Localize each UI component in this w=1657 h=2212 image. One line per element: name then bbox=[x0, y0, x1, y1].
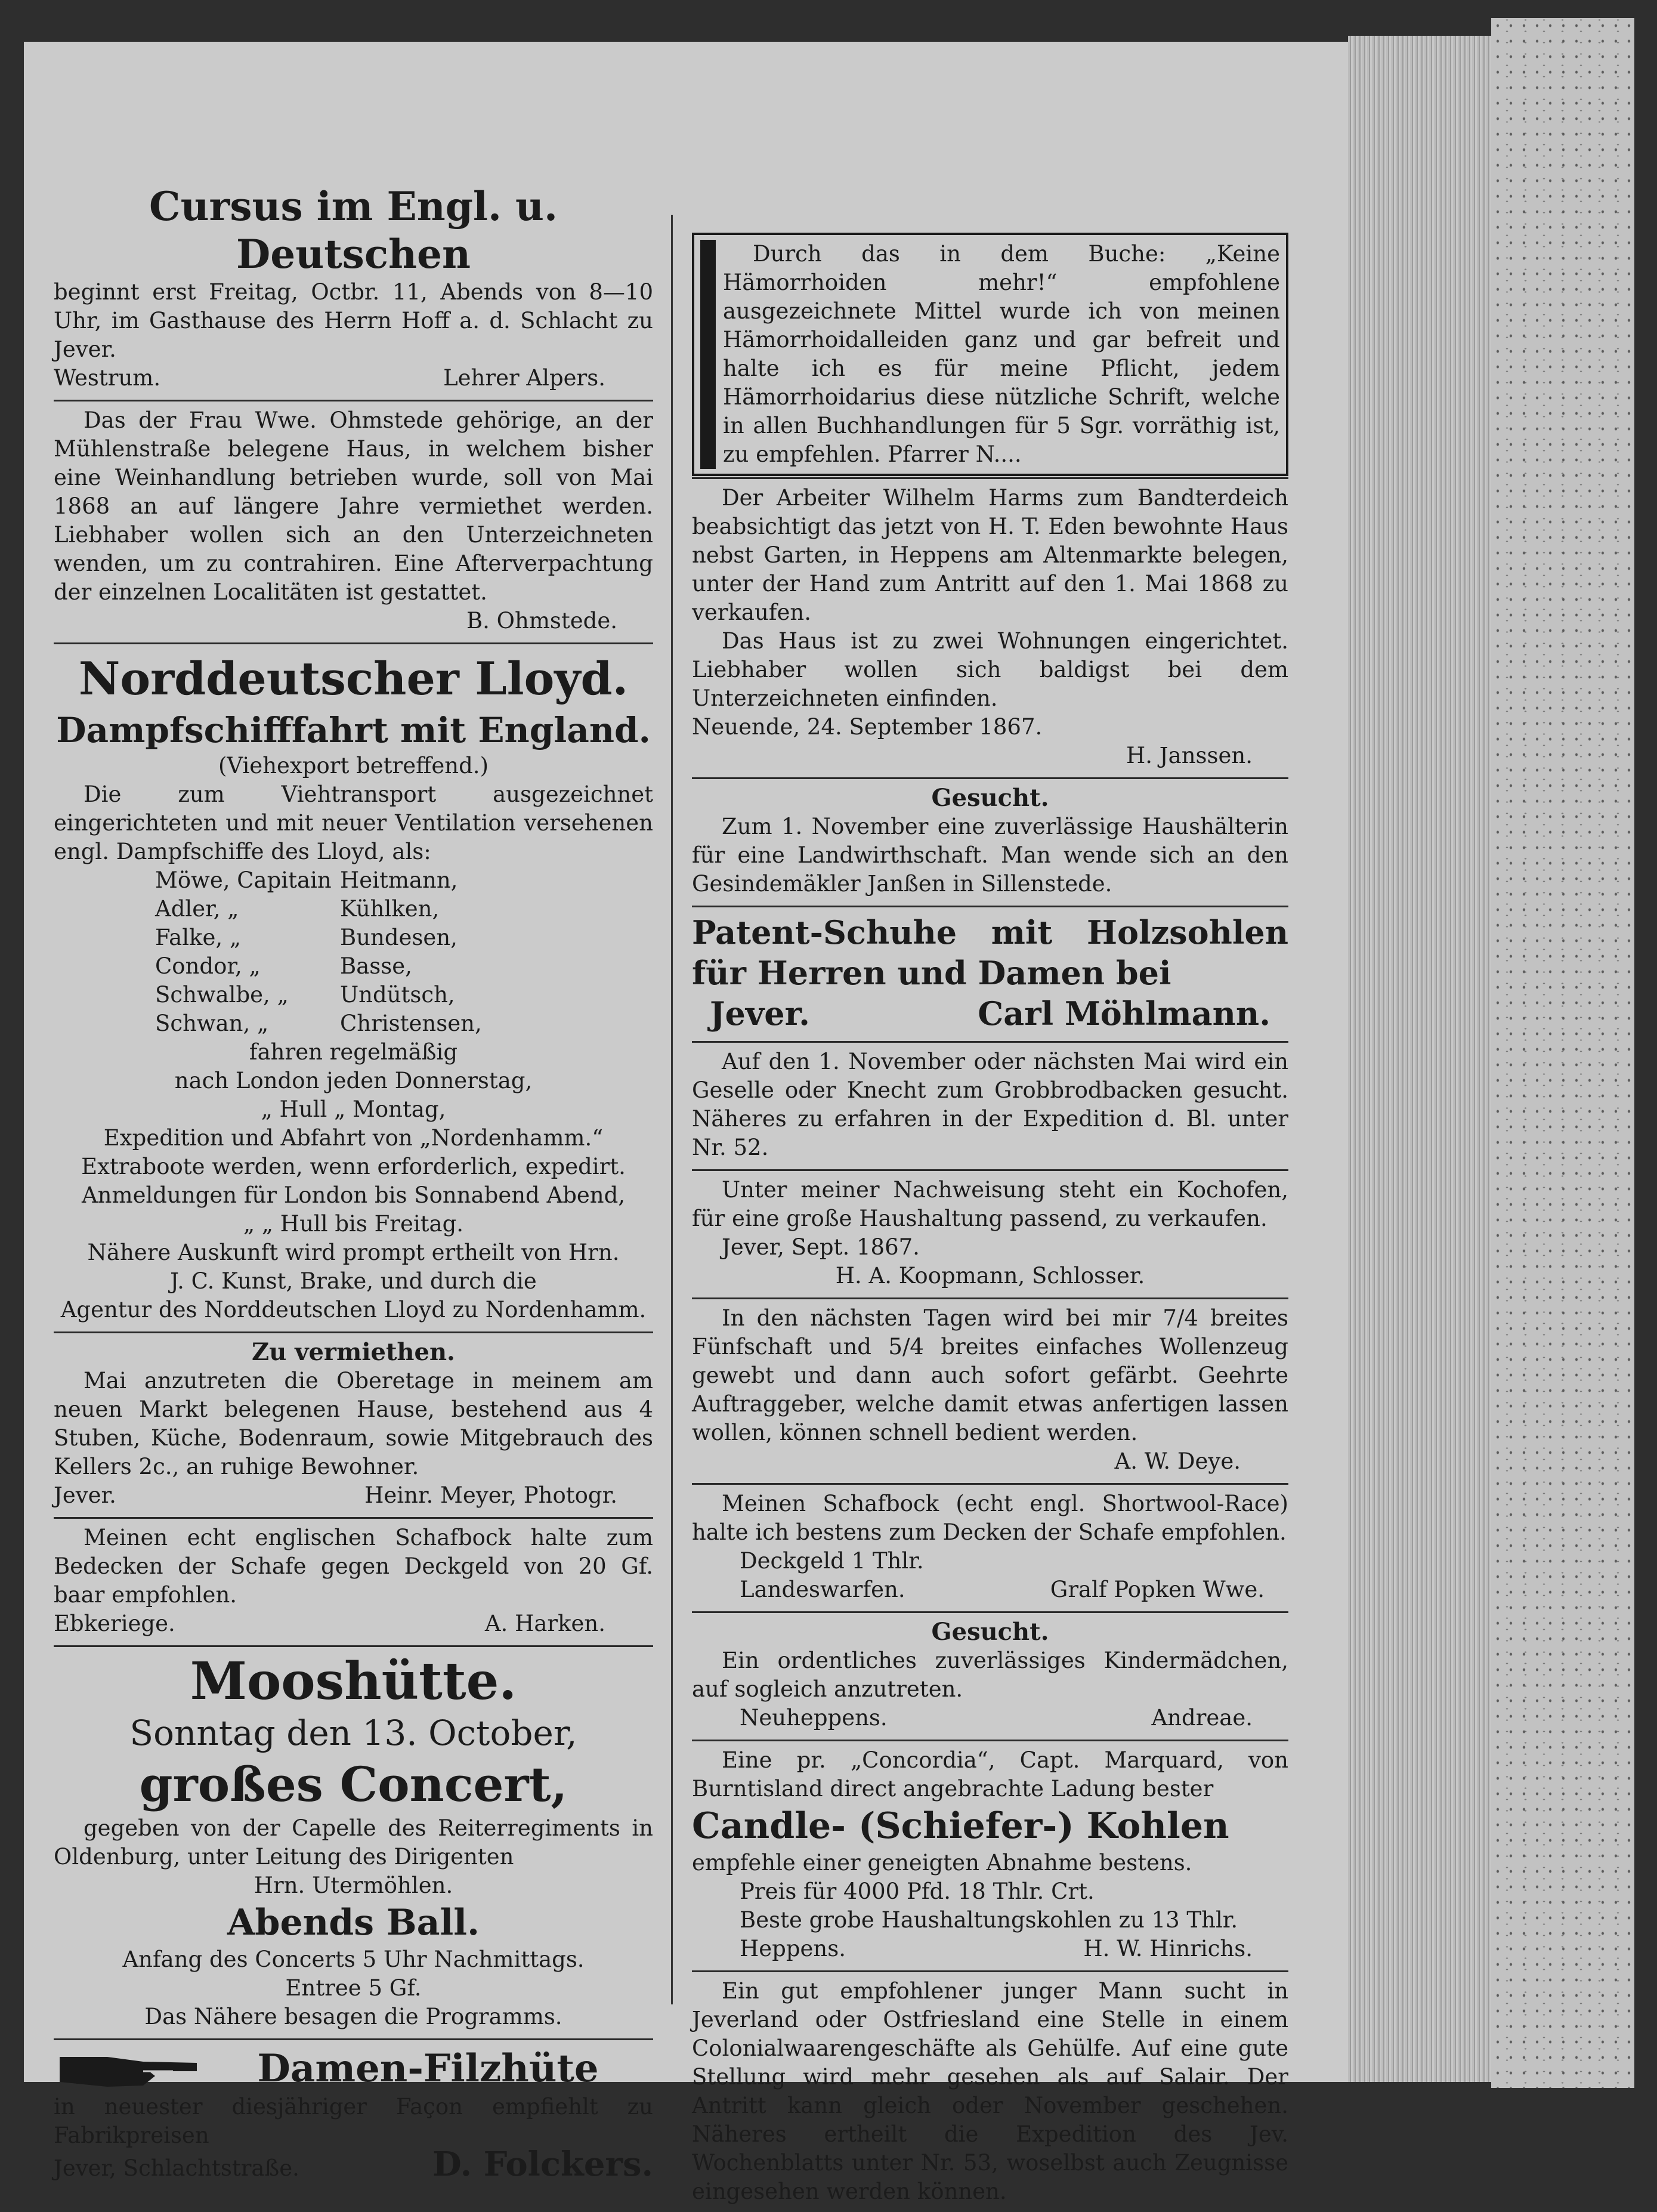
ad-harms bbox=[692, 480, 1288, 776]
kohlen-signer: H. W. Hinrichs. bbox=[1083, 1936, 1253, 1961]
lloyd-line: fahren regelmäßig bbox=[249, 1039, 458, 1065]
ship-name: Schwan, „ bbox=[155, 1011, 269, 1036]
right-column bbox=[692, 233, 1288, 2212]
lloyd-line: nach London jeden Donnerstag, bbox=[174, 1068, 533, 1093]
mooshuette-date: Sonntag den 13. October, bbox=[129, 1713, 577, 1753]
mooshuette-title: Mooshütte. bbox=[190, 1651, 517, 1711]
separator bbox=[692, 1483, 1288, 1485]
harms-signer: H. Janssen. bbox=[1126, 743, 1253, 768]
vermiethen-place: Jever. bbox=[54, 1482, 116, 1508]
lloyd-ship-list bbox=[54, 866, 653, 1038]
column-divider bbox=[671, 215, 673, 2004]
ship-captain: Bundesen, bbox=[340, 925, 457, 950]
ship-name: Möwe, Capitain bbox=[155, 867, 332, 893]
ad-schafbock2 bbox=[692, 1486, 1288, 1610]
separator bbox=[692, 1041, 1288, 1043]
cursus-signature bbox=[54, 364, 653, 393]
book-page-edges bbox=[1348, 36, 1491, 2082]
kochofen-text: Unter meiner Nachweisung steht ein Kochofen, für eine große Haushaltung passend, zu verkaufen. bbox=[692, 1177, 1288, 1231]
kohlen-price2: Beste grobe Haushaltungskohlen zu 13 Thlr. bbox=[740, 1907, 1238, 1933]
ship-captain: Kühlken, bbox=[340, 896, 440, 922]
ship-captain: Basse, bbox=[340, 953, 412, 979]
lloyd-line: Nähere Auskunft wird prompt ertheilt von Hrn. bbox=[87, 1240, 620, 1265]
schafbock-text: Meinen echt englischen Schafbock halte zum Bedecken der Schafe gegen Deckgeld von 20 Gf. baar empfohlen. bbox=[54, 1525, 653, 1608]
ship-name: Condor, „ bbox=[155, 953, 261, 979]
patentschuhe-place: Jever. bbox=[710, 994, 810, 1033]
separator bbox=[54, 1331, 653, 1333]
schafbock2-text: Meinen Schafbock (echt engl. Shortwool-Race) halte ich bestens zum Decken der Schafe empfohlen. bbox=[692, 1491, 1288, 1545]
schafbock2-signer: Gralf Popken Wwe. bbox=[1050, 1577, 1265, 1602]
lloyd-intro: Die zum Viehtransport ausgezeichnet eingerichteten und mit neuer Ventilation versehenen engl. Dampfschiffe des Lloyd, als: bbox=[54, 781, 653, 864]
ad-patentschuhe bbox=[692, 909, 1288, 1040]
ad-filzhuete bbox=[54, 2041, 653, 2189]
ship-row bbox=[155, 895, 653, 923]
vermiethen-signer: Heinr. Meyer, Photogr. bbox=[364, 1482, 617, 1508]
ad-schafbock bbox=[54, 1520, 653, 1644]
fuenfschaft-text: In den nächsten Tagen wird bei mir 7/4 breites Fünfschaft und 5/4 breites einfaches Wollenzeug gewebt und dann auch sofort gefärbt. Geehrte Auftraggeber, welche damit etwas anfertigen lassen wollen, können schnell bedient werden. bbox=[692, 1305, 1288, 1445]
filzhuete-title: Damen-Filzhüte bbox=[257, 2046, 599, 2091]
vermiethen-title: Zu vermiethen. bbox=[252, 1338, 455, 1366]
cursus-text: beginnt erst Freitag, Octbr. 11, Abends von 8—10 Uhr, im Gasthause des Herrn Hoff a. d. Schlacht zu Jever. bbox=[54, 279, 653, 362]
ship-row bbox=[155, 1009, 653, 1038]
vermiethen-signature bbox=[54, 1481, 653, 1510]
separator bbox=[692, 1611, 1288, 1613]
filzhuete-text: in neuester diesjähriger Façon empfiehlt zu Fabrikpreisen bbox=[54, 2094, 653, 2148]
mooshuette-concert: großes Concert, bbox=[139, 1756, 568, 1812]
gesucht1-text: Zum 1. November eine zuverlässige Haushälterin für eine Landwirthschaft. Man wende sich an den Gesindemäkler Janßen in Sillenstede. bbox=[692, 814, 1288, 897]
schafbock2-signature bbox=[692, 1575, 1288, 1604]
vermiethen-text: Mai anzutreten die Oberetage in meinem am neuen Markt belegenen Hause, bestehend aus 4 Stuben, Küche, Bodenraum, sowie Mitgebrauch des Kellers 2c., an ruhige Bewohner. bbox=[54, 1368, 653, 1479]
patentschuhe-signature bbox=[692, 993, 1288, 1034]
schafbock-signer: A. Harken. bbox=[484, 1611, 605, 1636]
lloyd-subtitle: Dampfschifffahrt mit England. bbox=[56, 710, 651, 750]
separator bbox=[692, 906, 1288, 907]
left-column bbox=[54, 179, 653, 2189]
schafbock-signature bbox=[54, 1609, 653, 1638]
lloyd-line: Anmeldungen für London bis Sonnabend Abend, bbox=[81, 1182, 626, 1208]
mooshuette-start: Anfang des Concerts 5 Uhr Nachmittags. bbox=[122, 1947, 585, 1972]
filzhuete-signature bbox=[54, 2145, 653, 2184]
separator bbox=[54, 1517, 653, 1519]
lloyd-line: J. C. Kunst, Brake, und durch die bbox=[170, 1268, 537, 1294]
ad-gesucht2 bbox=[692, 1614, 1288, 1738]
cursus-signer: Lehrer Alpers. bbox=[443, 365, 605, 391]
book-cover bbox=[1491, 18, 1634, 2088]
ad-lloyd bbox=[54, 645, 653, 1330]
ship-row bbox=[155, 981, 653, 1009]
filzhuete-header bbox=[54, 2045, 653, 2093]
gesucht2-place: Neuheppens. bbox=[740, 1705, 888, 1731]
mooshuette-text: gegeben von der Capelle des Reiterregiments in Oldenburg, unter Leitung des Dirigenten bbox=[54, 1815, 653, 1870]
harms-text2: Das Haus ist zu zwei Wohnungen eingerichtet. Liebhaber wollen sich baldigst bei dem Unterzeichneten einfinden. bbox=[692, 628, 1288, 711]
schafbock-place: Ebkeriege. bbox=[54, 1611, 175, 1636]
pointing-hand-icon bbox=[54, 2045, 203, 2093]
kohlen-place: Heppens. bbox=[740, 1936, 846, 1961]
lloyd-line: Expedition und Abfahrt von „Nordenhamm.“ bbox=[103, 1125, 604, 1151]
haemorrhoiden-text: Durch das in dem Buche: „Keine Hämorrhoiden mehr!“ empfohlene ausgezeichnete Mittel wurde ich von meinen Hämorrhoidalleiden ganz und gar befreit und halte ich es für meine Pflicht, jedem Hämorrhoidarius diese nützliche Schrift, welche in allen Buchhandlungen für 5 Sgr. vorräthig ist, zu empfehlen. Pfarrer N.... bbox=[723, 241, 1280, 467]
ship-name: Falke, „ bbox=[155, 925, 242, 950]
haemorrhoiden-box bbox=[700, 240, 1280, 469]
lloyd-note: (Viehexport betreffend.) bbox=[218, 753, 489, 778]
kohlen-price1: Preis für 4000 Pfd. 18 Thlr. Crt. bbox=[740, 1879, 1095, 1904]
ad-ohmstede bbox=[54, 403, 653, 641]
ship-row bbox=[155, 923, 653, 952]
patentschuhe-signer: Carl Möhlmann. bbox=[978, 994, 1270, 1033]
harms-date: Neuende, 24. September 1867. bbox=[692, 714, 1043, 740]
ad-geselle bbox=[692, 1044, 1288, 1168]
gesucht2-signer: Andreae. bbox=[1151, 1705, 1253, 1731]
separator bbox=[692, 1970, 1288, 1972]
kohlen-signature bbox=[692, 1935, 1288, 1963]
ship-row bbox=[155, 866, 653, 895]
kochofen-signer: H. A. Koopmann, Schlosser. bbox=[835, 1263, 1145, 1289]
schafbock2-fee: Deckgeld 1 Thlr. bbox=[740, 1548, 924, 1574]
harms-text: Der Arbeiter Wilhelm Harms zum Bandterdeich beabsichtigt das jetzt von H. T. Eden bewohnte Haus nebst Garten, in Heppens am Altenmarkte belegen, unter der Hand zum Antritt auf den 1. Mai 1868 zu verkaufen. bbox=[692, 485, 1288, 625]
ad-fuenfschaft bbox=[692, 1300, 1288, 1482]
separator bbox=[54, 2038, 653, 2040]
ad-gesucht1 bbox=[692, 780, 1288, 904]
ship-row bbox=[155, 952, 653, 981]
gesucht2-text: Ein ordentliches zuverlässiges Kindermädchen, auf sogleich anzutreten. bbox=[692, 1648, 1288, 1702]
ad-mooshuette bbox=[54, 1648, 653, 2037]
ad-kochofen bbox=[692, 1172, 1288, 1296]
filzhuete-signer: D. Folckers. bbox=[432, 2145, 653, 2184]
lloyd-line: „ Hull „ Montag, bbox=[261, 1096, 446, 1122]
separator bbox=[692, 1169, 1288, 1171]
mooshuette-more: Das Nähere besagen die Programms. bbox=[144, 2004, 562, 2029]
ship-captain: Heitmann, bbox=[340, 867, 458, 893]
fuenfschaft-signer: A. W. Deye. bbox=[1114, 1448, 1241, 1474]
lloyd-line: Extraboote werden, wenn erforderlich, expedirt. bbox=[81, 1154, 626, 1179]
ohmstede-signer: B. Ohmstede. bbox=[466, 608, 617, 634]
newspaper-page bbox=[24, 42, 1348, 2204]
separator bbox=[692, 777, 1288, 779]
separator bbox=[692, 1297, 1288, 1299]
ad-kohlen bbox=[692, 1743, 1288, 1969]
lloyd-line: „ „ Hull bis Freitag. bbox=[243, 1211, 464, 1237]
mooshuette-conductor: Hrn. Utermöhlen. bbox=[254, 1873, 453, 1898]
gesucht2-title: Gesucht. bbox=[931, 1618, 1049, 1646]
cursus-title: Cursus im Engl. u. Deutschen bbox=[149, 183, 558, 277]
ship-captain: Christensen, bbox=[340, 1011, 482, 1036]
schafbock2-place: Landeswarfen. bbox=[740, 1577, 905, 1602]
lloyd-line: Agentur des Norddeutschen Lloyd zu Nordenhamm. bbox=[60, 1297, 647, 1323]
kohlen-text: empfehle einer geneigten Abnahme bestens. bbox=[692, 1850, 1192, 1876]
separator bbox=[54, 1645, 653, 1647]
ohmstede-text: Das der Frau Wwe. Ohmstede gehörige, an der Mühlenstraße belegene Haus, in welchem bisher eine Weinhandlung betrieben wurde, soll von Mai 1868 an auf längere Jahre vermiethet werden. Liebhaber wollen sich an den Unterzeichneten wenden, um zu contrahiren. Eine Afterverpachtung der einzelnen Localitäten ist gestattet. bbox=[54, 407, 653, 605]
separator bbox=[54, 642, 653, 644]
ad-junger-mann bbox=[692, 1973, 1288, 2212]
patentschuhe-title: Patent-Schuhe mit Holzsohlen für Herren und Damen bei bbox=[692, 913, 1288, 992]
separator bbox=[692, 1740, 1288, 1741]
gesucht2-signature bbox=[692, 1704, 1288, 1732]
separator bbox=[54, 400, 653, 401]
separator bbox=[692, 477, 1288, 479]
ship-name: Adler, „ bbox=[155, 896, 239, 922]
ad-vermiethen bbox=[54, 1334, 653, 1516]
ad-haemorrhoiden bbox=[692, 233, 1288, 476]
junger-mann-text: Ein gut empfohlener junger Mann sucht in Jeverland oder Ostfriesland eine Stelle in einem Colonialwaarengeschäfte als Gehülfe. Auf eine gute Stellung wird mehr gesehen als auf Salair. Der Antritt kann gleich oder November geschehen. Näheres ertheilt die Expedition des Jev. Wochenblatts unter Nr. 53, woselbst auch Zeugnisse eingesehen werden können. bbox=[692, 1978, 1288, 2204]
cursus-place: Westrum. bbox=[54, 365, 161, 391]
filzhuete-place: Jever, Schlachtstraße. bbox=[54, 2155, 299, 2181]
ad-cursus bbox=[54, 179, 653, 398]
ship-name: Schwalbe, „ bbox=[155, 982, 289, 1008]
mooshuette-ball: Abends Ball. bbox=[227, 1902, 480, 1944]
ship-captain: Undütsch, bbox=[340, 982, 455, 1008]
kohlen-title: Candle- (Schiefer-) Kohlen bbox=[692, 1805, 1229, 1847]
gesucht1-title: Gesucht. bbox=[931, 784, 1049, 812]
kochofen-date: Jever, Sept. 1867. bbox=[722, 1234, 920, 1260]
lloyd-title: Norddeutscher Lloyd. bbox=[78, 652, 629, 705]
geselle-text: Auf den 1. November oder nächsten Mai wird ein Geselle oder Knecht zum Grobbrodbacken gesucht. Näheres zu erfahren in der Expedition d. Bl. unter Nr. 52. bbox=[692, 1049, 1288, 1160]
kohlen-intro: Eine pr. „Concordia“, Capt. Marquard, von Burntisland direct angebrachte Ladung bester bbox=[692, 1747, 1288, 1802]
mooshuette-entry: Entree 5 Gf. bbox=[285, 1975, 422, 2001]
